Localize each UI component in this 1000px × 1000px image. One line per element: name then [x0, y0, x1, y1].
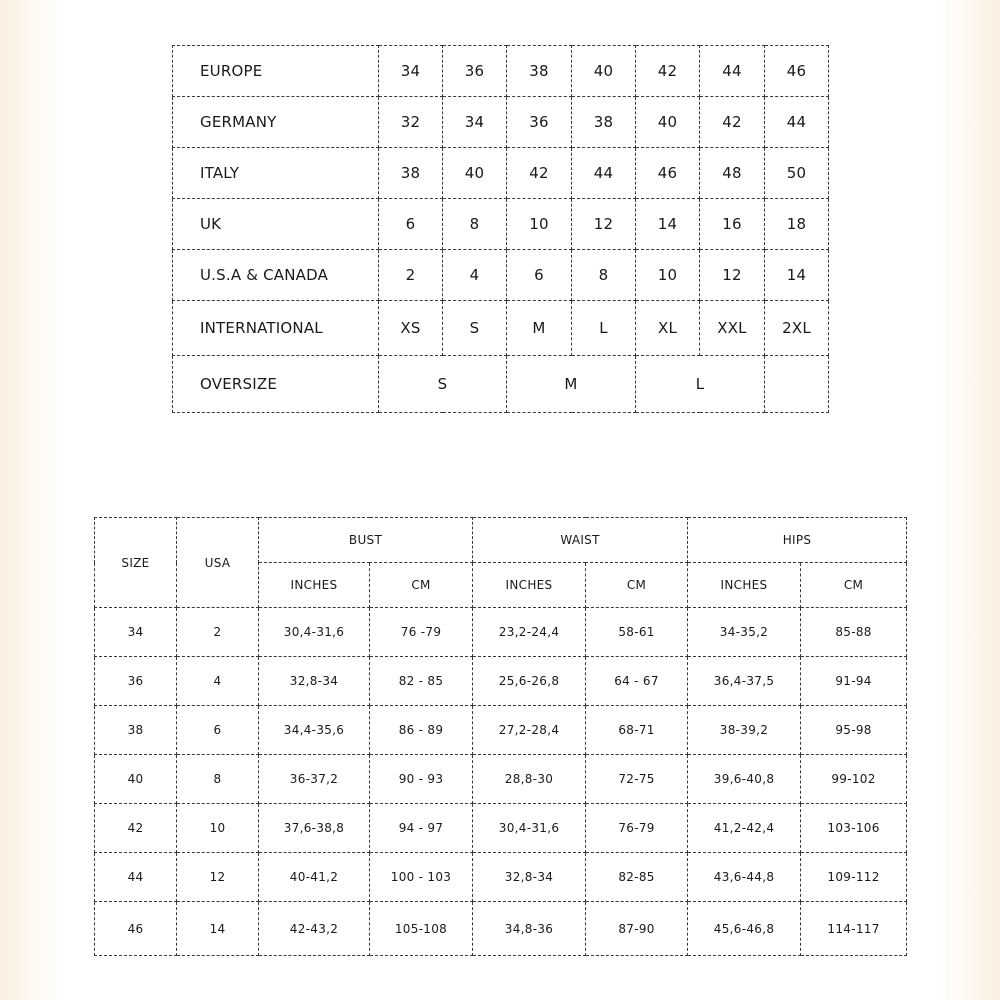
cell-waist-inches: 34,8-36: [473, 902, 586, 956]
table-row: [95, 902, 907, 956]
size-cell: 34: [443, 97, 507, 148]
cell-bust-inches: 30,4-31,6: [259, 608, 370, 657]
size-cell: 50: [765, 148, 829, 199]
cell-size: 34: [95, 608, 177, 657]
size-cell: 46: [765, 46, 829, 97]
cell-size: 44: [95, 853, 177, 902]
header-waist-inches: INCHES: [473, 563, 586, 608]
conversion-row-italy: [173, 148, 829, 199]
cell-usa: 4: [177, 657, 259, 706]
cell-waist-inches: 30,4-31,6: [473, 804, 586, 853]
cell-hips-inches: 41,2-42,4: [688, 804, 801, 853]
cell-bust-inches: 34,4-35,6: [259, 706, 370, 755]
size-cell: 38: [379, 148, 443, 199]
size-cell: 16: [700, 199, 765, 250]
size-cell: 42: [507, 148, 572, 199]
size-cell: 36: [507, 97, 572, 148]
header-waist: WAIST: [473, 518, 688, 563]
conversion-row-usa-canada: [173, 250, 829, 301]
cell-usa: 2: [177, 608, 259, 657]
row-label: GERMANY: [173, 97, 379, 148]
row-label: EUROPE: [173, 46, 379, 97]
cell-waist-cm: 82-85: [586, 853, 688, 902]
size-cell: 8: [443, 199, 507, 250]
size-cell: 4: [443, 250, 507, 301]
cell-hips-cm: 114-117: [801, 902, 907, 956]
cell-hips-cm: 91-94: [801, 657, 907, 706]
cell-waist-inches: 23,2-24,4: [473, 608, 586, 657]
size-cell: 8: [572, 250, 636, 301]
cell-usa: 14: [177, 902, 259, 956]
size-cell: S: [379, 356, 507, 413]
cell-bust-cm: 90 - 93: [370, 755, 473, 804]
cell-bust-inches: 40-41,2: [259, 853, 370, 902]
cell-waist-cm: 64 - 67: [586, 657, 688, 706]
size-cell: 38: [572, 97, 636, 148]
size-cell: 14: [636, 199, 700, 250]
size-cell: 46: [636, 148, 700, 199]
cell-bust-cm: 82 - 85: [370, 657, 473, 706]
conversion-row-germany: [173, 97, 829, 148]
header-row-groups: [95, 518, 907, 563]
cell-usa: 8: [177, 755, 259, 804]
size-cell: 32: [379, 97, 443, 148]
cell-waist-inches: 25,6-26,8: [473, 657, 586, 706]
size-cell: 18: [765, 199, 829, 250]
header-bust: BUST: [259, 518, 473, 563]
size-cell: 14: [765, 250, 829, 301]
cell-waist-inches: 27,2-28,4: [473, 706, 586, 755]
size-cell: 36: [443, 46, 507, 97]
cell-bust-cm: 76 -79: [370, 608, 473, 657]
cell-waist-inches: 32,8-34: [473, 853, 586, 902]
size-cell: 12: [572, 199, 636, 250]
cell-waist-cm: 72-75: [586, 755, 688, 804]
cell-usa: 12: [177, 853, 259, 902]
size-cell: M: [507, 356, 636, 413]
cell-hips-inches: 39,6-40,8: [688, 755, 801, 804]
cell-size: 42: [95, 804, 177, 853]
size-cell: 44: [765, 97, 829, 148]
cell-size: 46: [95, 902, 177, 956]
cell-waist-cm: 76-79: [586, 804, 688, 853]
table-row: [95, 657, 907, 706]
size-cell: XS: [379, 301, 443, 356]
table-row: [95, 608, 907, 657]
cell-hips-inches: 43,6-44,8: [688, 853, 801, 902]
size-cell: 6: [507, 250, 572, 301]
size-cell: [765, 356, 829, 413]
conversion-row-uk: [173, 199, 829, 250]
size-cell: 42: [700, 97, 765, 148]
cell-hips-cm: 103-106: [801, 804, 907, 853]
size-cell: 40: [636, 97, 700, 148]
measurement-table: [94, 517, 907, 956]
cell-hips-cm: 109-112: [801, 853, 907, 902]
conversion-row-oversize: [173, 356, 829, 413]
cell-size: 40: [95, 755, 177, 804]
cell-size: 38: [95, 706, 177, 755]
table-row: [95, 853, 907, 902]
conversion-row-international: [173, 301, 829, 356]
size-cell: 34: [379, 46, 443, 97]
size-cell: XL: [636, 301, 700, 356]
size-cell: 2XL: [765, 301, 829, 356]
conversion-row-europe: [173, 46, 829, 97]
header-bust-inches: INCHES: [259, 563, 370, 608]
size-cell: 42: [636, 46, 700, 97]
cell-waist-cm: 68-71: [586, 706, 688, 755]
cell-bust-inches: 32,8-34: [259, 657, 370, 706]
cell-hips-inches: 36,4-37,5: [688, 657, 801, 706]
cell-bust-cm: 100 - 103: [370, 853, 473, 902]
size-cell: S: [443, 301, 507, 356]
cell-usa: 6: [177, 706, 259, 755]
size-cell: 40: [572, 46, 636, 97]
size-cell: 44: [700, 46, 765, 97]
header-bust-cm: CM: [370, 563, 473, 608]
cell-hips-cm: 85-88: [801, 608, 907, 657]
size-cell: 10: [507, 199, 572, 250]
size-cell: 6: [379, 199, 443, 250]
header-usa: USA: [177, 518, 259, 608]
cell-size: 36: [95, 657, 177, 706]
size-cell: L: [572, 301, 636, 356]
header-hips: HIPS: [688, 518, 907, 563]
cell-bust-inches: 36-37,2: [259, 755, 370, 804]
row-label: UK: [173, 199, 379, 250]
row-label: INTERNATIONAL: [173, 301, 379, 356]
cell-usa: 10: [177, 804, 259, 853]
cell-hips-inches: 38-39,2: [688, 706, 801, 755]
header-waist-cm: CM: [586, 563, 688, 608]
size-cell: 2: [379, 250, 443, 301]
size-cell: 10: [636, 250, 700, 301]
size-cell: M: [507, 301, 572, 356]
cell-waist-cm: 87-90: [586, 902, 688, 956]
cell-hips-inches: 45,6-46,8: [688, 902, 801, 956]
cell-bust-cm: 94 - 97: [370, 804, 473, 853]
header-hips-inches: INCHES: [688, 563, 801, 608]
size-cell: 40: [443, 148, 507, 199]
row-label: OVERSIZE: [173, 356, 379, 413]
size-cell: 38: [507, 46, 572, 97]
table-row: [95, 804, 907, 853]
cell-hips-cm: 99-102: [801, 755, 907, 804]
cell-bust-cm: 105-108: [370, 902, 473, 956]
size-cell: XXL: [700, 301, 765, 356]
table-row: [95, 706, 907, 755]
size-cell: 48: [700, 148, 765, 199]
cell-waist-inches: 28,8-30: [473, 755, 586, 804]
size-cell: L: [636, 356, 765, 413]
row-label: U.S.A & CANADA: [173, 250, 379, 301]
cell-bust-inches: 37,6-38,8: [259, 804, 370, 853]
header-hips-cm: CM: [801, 563, 907, 608]
cell-bust-inches: 42-43,2: [259, 902, 370, 956]
size-cell: 44: [572, 148, 636, 199]
cell-hips-inches: 34-35,2: [688, 608, 801, 657]
cell-hips-cm: 95-98: [801, 706, 907, 755]
table-row: [95, 755, 907, 804]
cell-waist-cm: 58-61: [586, 608, 688, 657]
size-conversion-table: [172, 45, 829, 413]
size-cell: 12: [700, 250, 765, 301]
cell-bust-cm: 86 - 89: [370, 706, 473, 755]
row-label: ITALY: [173, 148, 379, 199]
header-size: SIZE: [95, 518, 177, 608]
